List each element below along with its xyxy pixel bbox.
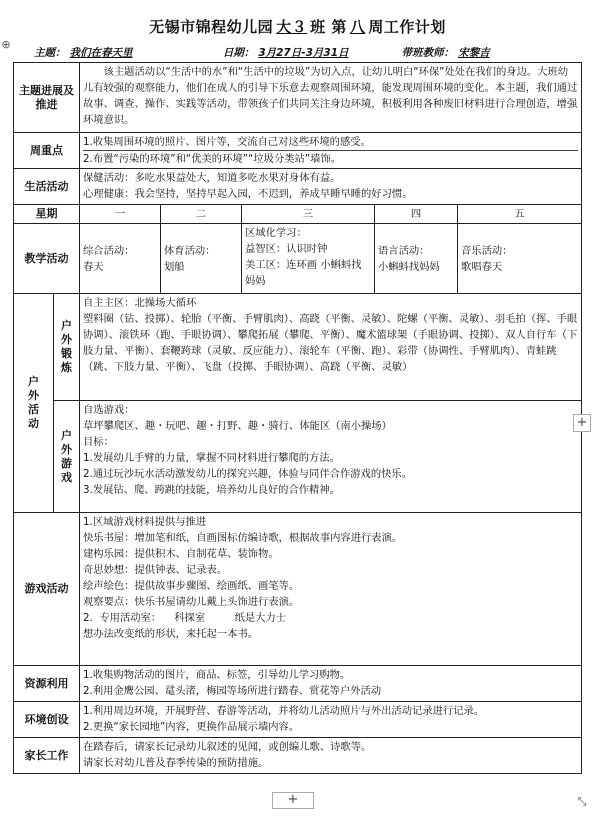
- outdoor-games-label-text: 户外游戏: [61, 428, 72, 484]
- teaching-wed[interactable]: [242, 224, 375, 294]
- life-line-2: 心理健康：我会坚持，坚持早起入园，不迟到，养成早睡早睡的好习惯。: [83, 188, 413, 200]
- outdoor-games-line-3: 目标：: [83, 436, 114, 448]
- environment-line-2: 2.更换“家长园地”内容，更换作品展示墙内容。: [83, 721, 300, 733]
- class-name: 大３: [276, 18, 308, 36]
- teaching-mon[interactable]: [80, 224, 161, 294]
- parents-line-2: 请家长对幼儿普及春季传染的预防措施。: [83, 757, 269, 769]
- outdoor-games-label: [54, 401, 80, 513]
- row-theme-progress: [14, 63, 582, 133]
- date-value: 3月27日-3月31日: [258, 47, 349, 59]
- day-fri: 五: [458, 205, 582, 224]
- teaching-thu-topic: 小蝌蚪找妈妈: [378, 260, 440, 273]
- row-outdoor-games: [14, 401, 582, 513]
- date-label: 日期：: [222, 47, 255, 59]
- day-wed: 三: [242, 205, 375, 224]
- game-line-5: 绘声绘色：提供故事步骤图、绘画纸、画笔等。: [83, 580, 300, 592]
- outdoor-games-line-2: 草坪攀爬区、趣・玩吧、趣・打野、趣・骑行、体能区（南小操场）: [83, 420, 392, 432]
- day-tue: 二: [161, 205, 242, 224]
- game-line-2: 快乐书屋：增加笔和纸，自画图标仿编诗歌，根据故事内容进行表演。: [83, 532, 403, 544]
- outdoor-games-line-1: 自选游戏：: [83, 404, 135, 416]
- teacher-value: 宋黎吉: [458, 47, 490, 59]
- teaching-fri[interactable]: [458, 224, 582, 294]
- teaching-wed-topic-2: 美工区：连环画 小蝌蚪找妈妈: [245, 259, 362, 287]
- game-line-8: 想办法改变纸的形状，来托起一本书。: [83, 628, 259, 640]
- teaching-mon-type: 综合活动：: [83, 244, 135, 257]
- weekday-label: 星期: [14, 205, 80, 224]
- game-activity-cell[interactable]: [80, 513, 582, 666]
- theme-label: 主题：: [34, 47, 66, 59]
- row-teaching: [14, 224, 582, 294]
- class-word: 班 第: [310, 18, 347, 36]
- teaching-thu[interactable]: [375, 224, 458, 294]
- game-line-4: 奇思妙想：提供钟表、记录表。: [83, 564, 228, 576]
- game-line-1: 1.区域游戏材料提供与推进: [83, 516, 207, 528]
- outdoor-label: [14, 294, 54, 513]
- meta-line: [34, 45, 579, 60]
- row-outdoor-exercise: [14, 294, 582, 401]
- outdoor-exercise-line-2: 塑料圈（钻、投掷）、轮胎（平衡、手臂肌肉）、高跷（平衡、灵敏）、陀螺（平衡、灵敏）、羽毛拍（挥、手眼协调）、滚铁环（跑、手眼协调）、攀爬拓展（攀爬、平衡）、魔术篮球架（手眼协调、投掷）、双人自行车（下肢力量、平衡）、套鞭跨球（灵敏、反应能力）、滚轮车（平衡、跑）、彩带（协调性、手臂肌肉）、青蛙跳（跳、下肢力量、平衡）、飞盘（投掷、手眼协调）、高跷（平衡、灵敏）: [83, 313, 578, 373]
- life-label: 生活活动: [14, 169, 80, 205]
- school-name: 无锡市锦程幼儿园: [149, 18, 274, 36]
- teaching-wed-type: 区域化学习：: [245, 227, 307, 239]
- outdoor-games-cell[interactable]: [80, 401, 582, 513]
- game-line-6: 观察要点：快乐书屋请幼儿戴上头饰进行表演。: [83, 596, 300, 608]
- life-line-1: 保健活动：多吃水果益处大，知道多吃水果对身体有益。: [83, 172, 341, 184]
- theme-progress-text[interactable]: 该主题活动以“生活中的水”和“生活中的垃圾”为切入点，让幼儿明白“环保”处处在我们的身边。大班幼儿有较强的观察能力，他们在成人的引导下乐意去观察周围环境，能发现周围环境的变化。本主题，我们通过故事、调查、操作、实践等活动，带领孩子们共同关注身边环境，积极利用各种废旧材料进行合理创造，增强环境意识。: [80, 63, 582, 133]
- teacher-label: 带班教师：: [401, 47, 455, 59]
- environment-line-1: 1.利用周边环境，开展野营、春游等活动，并将幼儿活动照片与外出活动记录进行记录。: [83, 705, 485, 717]
- teaching-tue-topic: 划船: [164, 260, 185, 273]
- row-resources: [14, 666, 582, 702]
- row-parents: [14, 738, 582, 774]
- outdoor-games-line-6: 3.发展钻、爬、跨跳的技能，培养幼儿良好的合作精神。: [83, 484, 340, 496]
- outdoor-exercise-label: [54, 294, 80, 401]
- row-game-activity: [14, 513, 582, 666]
- weekly-plan-table: [13, 62, 582, 774]
- environment-label: 环境创设: [14, 702, 80, 738]
- weekly-focus-cell[interactable]: [80, 133, 582, 169]
- theme-progress-label: 主题进展及推进: [14, 63, 80, 133]
- teaching-label: 教学活动: [14, 224, 80, 294]
- teaching-fri-type: 音乐活动：: [461, 244, 513, 257]
- parents-cell[interactable]: [80, 738, 582, 774]
- teaching-tue-type: 体育活动：: [164, 244, 216, 257]
- row-weekday: [14, 205, 582, 224]
- row-environment: [14, 702, 582, 738]
- resources-label: 资源利用: [14, 666, 80, 702]
- weekly-focus-line-1: 1.收集周围环境的照片、图片等，交流自己对这些环境的感受。: [83, 134, 578, 151]
- outdoor-exercise-line-1: 自主主区：北操场大循环: [83, 297, 197, 309]
- table-move-handle-icon[interactable]: ⊕: [1, 38, 11, 51]
- parents-label: 家长工作: [14, 738, 80, 774]
- weekly-focus-line-2: 2.布置“污染的环境”和“优美的环境”“垃圾分类站”墙饰。: [83, 153, 342, 165]
- resources-line-2: 2.利用金鹰公园、鼋头渚，梅园等场所进行踏春、赏花等户外活动: [83, 685, 382, 697]
- parents-line-1: 在踏春后，请家长记录幼儿叙述的见闻，或创编儿歌、诗歌等。: [83, 741, 372, 753]
- week-number: 八: [349, 18, 366, 36]
- outdoor-label-text: 户外活动: [28, 375, 39, 430]
- teaching-mon-topic: 春天: [83, 260, 104, 273]
- outdoor-games-line-4: 1.发展幼儿手臂的力量，掌握不同材料进行攀爬的方法。: [83, 452, 340, 464]
- add-row-button[interactable]: +: [272, 792, 314, 809]
- add-column-button[interactable]: +: [573, 414, 591, 432]
- weekly-focus-label: 周重点: [14, 133, 80, 169]
- teaching-fri-topic: 歌唱春天: [461, 260, 503, 273]
- row-weekly-focus: [14, 133, 582, 169]
- life-cell[interactable]: [80, 169, 582, 205]
- outdoor-exercise-cell[interactable]: [80, 294, 582, 401]
- plan-word: 周工作计划: [368, 18, 446, 36]
- teaching-tue[interactable]: [161, 224, 242, 294]
- theme-value: 我们在春天里: [69, 47, 133, 59]
- environment-cell[interactable]: [80, 702, 582, 738]
- outdoor-games-line-5: 2.通过玩沙玩水活动激发幼儿的探究兴趣，体验与同伴合作游戏的快乐。: [83, 468, 413, 480]
- resources-cell[interactable]: [80, 666, 582, 702]
- teaching-wed-topic-1: 益智区：认识时钟: [245, 243, 328, 255]
- teaching-thu-type: 语言活动：: [378, 244, 430, 257]
- resources-line-1: 1.收集购物活动的图片，商品、标签，引导幼儿学习购物。: [83, 669, 351, 681]
- game-line-7: 2. 专用活动室： 科探室 纸是大力士: [83, 612, 287, 624]
- day-thu: 四: [375, 205, 458, 224]
- outdoor-exercise-label-text: 户外锻炼: [61, 319, 72, 374]
- page-title: [0, 16, 595, 37]
- table-resize-handle-icon[interactable]: ⤡: [577, 795, 587, 808]
- game-activity-label: 游戏活动: [14, 513, 80, 666]
- game-line-3: 建构乐园：提供积木、自制花草、装饰物。: [83, 548, 279, 560]
- row-life: [14, 169, 582, 205]
- day-mon: 一: [80, 205, 161, 224]
